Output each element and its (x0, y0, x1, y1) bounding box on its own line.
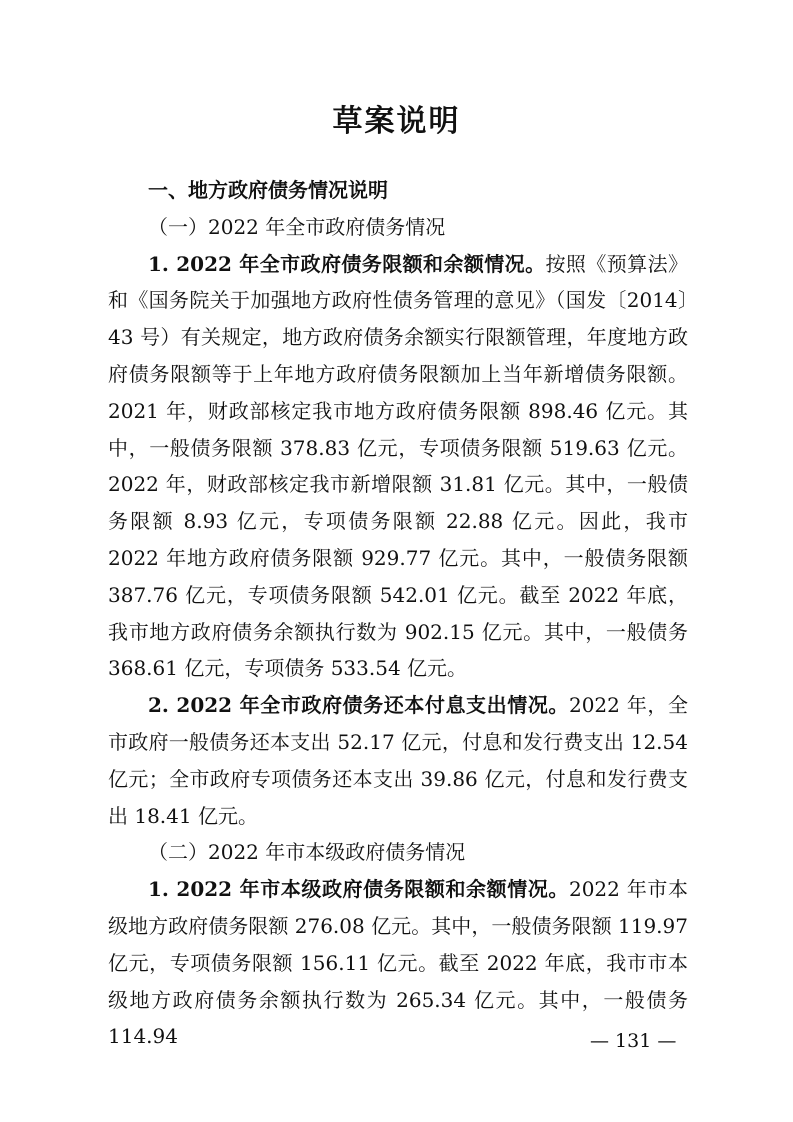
section-heading-1: 一、地方政府债务情况说明 (148, 178, 388, 202)
subsection-heading-2: （二）2022 年市本级政府债务情况 (148, 840, 466, 865)
document-body (108, 172, 688, 1055)
subsection-heading-1: （一）2022 年全市政府债务情况 (148, 214, 446, 239)
paragraph-body: 按照《预算法》和《国务院关于加强地方政府性债务管理的意见》（国发〔2014〕43 号）有关规定，地方政府债务余额实行限额管理，年度地方政府债务限额等于上年地方政府债务限额加上当年新增债务限额。2021 年，财政部核定我市地方政府债务限额 898.46 亿元。其中，一般债务限额 378.83 亿元，专项债务限额 519.63 亿元。2022 年，财政部核定我市新增限额 31.81 亿元。其中，一般债务限额 8.93 亿元，专项债务限额 22.88 亿元。因此，我市 2022 年地方政府债务限额 929.77 亿元。其中，一般债务限额 387.76 亿元，专项债务限额 542.01 亿元。截至 2022 年底，我市地方政府债务余额执行数为 902.15 亿元。其中，一般债务 368.61 亿元，专项债务 533.54 亿元。 (108, 251, 689, 681)
paragraph-body: 2022 年，全市政府一般债务还本支出 52.17 亿元，付息和发行费支出 12.54 亿元；全市政府专项债务还本支出 39.86 亿元，付息和发行费支出 18.41 亿元。 (108, 693, 688, 828)
paragraph-debt-repayment (108, 687, 688, 834)
paragraph-lead: 1. 2022 年全市政府债务限额和余额情况。 (148, 251, 546, 276)
paragraph-lead: 2. 2022 年全市政府债务还本付息支出情况。 (148, 693, 569, 718)
page-number: — 131 — (590, 1030, 677, 1052)
page-title: 草案说明 (332, 104, 461, 139)
paragraph-city-level-debt (108, 871, 688, 1055)
paragraph-body: 2022 年市本级地方政府债务限额 276.08 亿元。其中，一般债务限额 119.97 亿元，专项债务限额 156.11 亿元。截至 2022 年底，我市市本级地方政府债务余额执行数为 265.34 亿元。其中，一般债务 114.94 (108, 877, 688, 1049)
paragraph-lead: 1. 2022 年市本级政府债务限额和余额情况。 (148, 877, 569, 902)
paragraph-debt-limit-balance (108, 246, 688, 688)
